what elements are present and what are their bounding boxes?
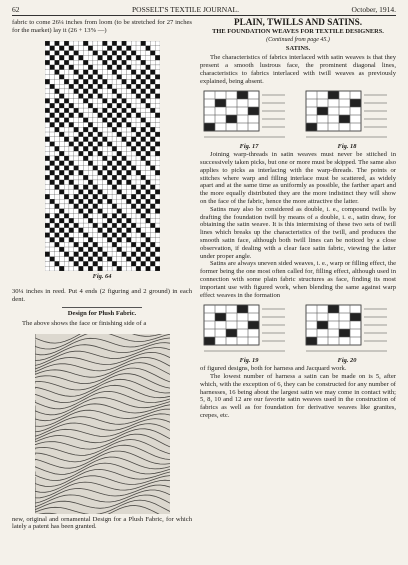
fig17-18-diagrams	[200, 88, 396, 142]
plush-fabric-image	[35, 334, 170, 514]
paragraph-5: of figured designs, both for harness and Jacquard work.	[200, 365, 347, 373]
article-subtitle: THE FOUNDATION WEAVES FOR TEXTILE DESIGNERS.	[212, 27, 384, 35]
plush-design-heading: Design for Plush Fabric.	[62, 307, 142, 318]
fig19-caption: Fig. 19	[239, 357, 259, 365]
fig17-diagram	[200, 88, 294, 142]
plush-text-1: The above shows the face or finishing side of a	[22, 319, 147, 327]
fig20-caption: Fig. 20	[337, 357, 357, 365]
page-header	[12, 5, 396, 14]
right-column	[200, 19, 396, 420]
paragraph-1: The characteristics of fabrics interlaced with satin weaves is that they present a smooth lustrous face, the prominent diagonal lines, characteristics to fabrics interlaced with twill weaves as previously explained, being absent.	[200, 54, 396, 85]
page-number: 62	[12, 5, 20, 14]
fig18-caption: Fig. 18	[337, 143, 357, 151]
paragraph-6: The lowest number of harness a satin can be made on is 5, after which, with the exception of 6, they can be constructed for any number of harnesses, 16 being about the largest satin we may come in contact with; 5, 8, 10 and 12 are our favorite satin weaves used in the construction of fabrics as well as for foundation for derivative weaves like granites, crepes, etc.	[200, 372, 396, 419]
paragraph-3: Satins may also be considered as double, i. e., compound twills by drafting the foundation twill by means of a double, i. e., satin draw, for obtaining the satin weave. It is this intermixing of these two sets of twill lines which breaks up the characteristics of the twill, and produces the smooth satin face, although both twill lines can be noticed by a close observation, if dealing with a clear face satin fabric, viewing the latter under proper angle.	[200, 205, 396, 260]
continued-note: (Continued from page 45.)	[266, 36, 330, 43]
section-heading: SATINS.	[285, 45, 311, 53]
journal-title: POSSELT'S TEXTILE JOURNAL.	[132, 5, 239, 14]
header-rule	[12, 15, 396, 16]
fig64-weave-grid	[45, 41, 160, 271]
left-column	[12, 19, 192, 531]
fig64-caption: Fig. 64	[92, 272, 112, 280]
fig19-20-diagrams	[200, 302, 396, 356]
fig18-diagram	[302, 88, 396, 142]
intro-text: fabric to come 26¼ inches from loom (to be stretched for 27 inches for the market) lay it (26 + 13% —)	[12, 19, 192, 34]
plush-text-2: new, original and ornamental Design for a Plush Fabric, for which lately a patent has been granted.	[12, 515, 192, 531]
article-title: PLAIN, TWILLS AND SATINS.	[233, 17, 363, 27]
paragraph-2: Joining warp-threads in satin weaves must never be stitched in successively taken picks, but one or more must be skipped. The same also applies to picks as interlacing with the warp-threads. The points or stitches where warp and filling interlace must be scattered, as widely apart and at the same time as uniformly as possible, the farther apart and the more equally distributed they are the more indistinct they will show on the face of the fabric, hence the more attractive the latter.	[200, 151, 396, 205]
paragraph-4: Satins are always uneven sided weaves, i. e., warp or filling effect, the former being the one most often called for, filling effect, although used in connection with some plain fabric structures as face, finding its most important use with figured work, when blending the same against warp effect weaves in the formation	[200, 260, 396, 299]
issue-date: October, 1914.	[351, 5, 396, 14]
reed-text: 30¼ inches in reed. Put 4 ends (2 figuring and 2 ground) in each dent.	[12, 288, 192, 304]
fig17-caption: Fig. 17	[239, 143, 259, 151]
fig19-diagram	[200, 302, 294, 356]
fig20-diagram	[302, 302, 396, 356]
